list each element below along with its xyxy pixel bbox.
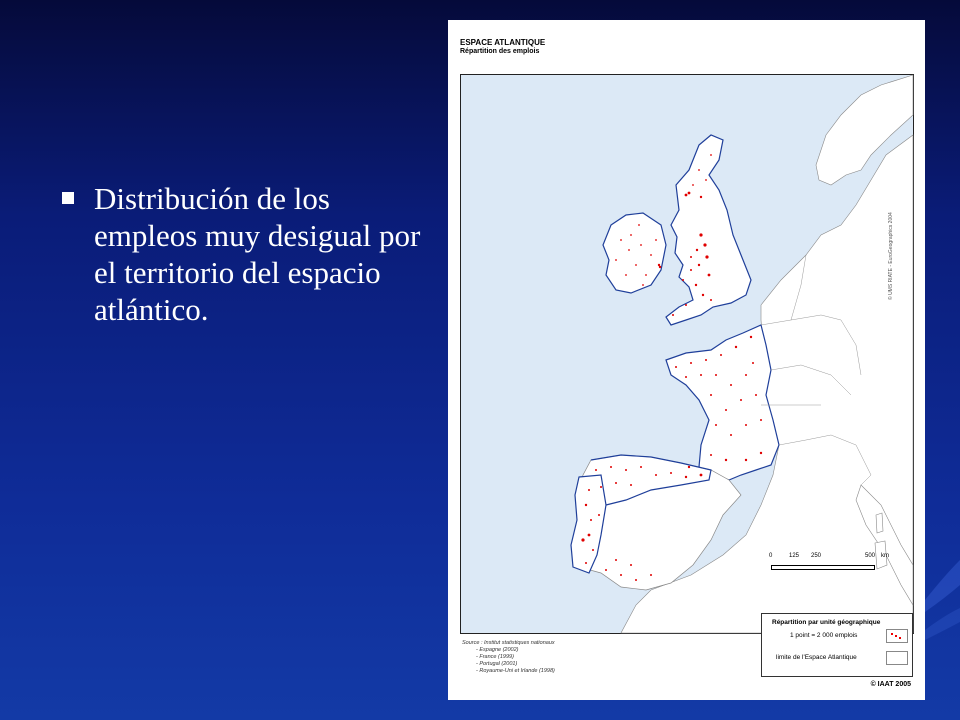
great-britain [666,135,751,325]
scale-tick: 250 [811,553,822,559]
legend-title: Répartition par unité géographique [772,619,881,626]
scale-bar [769,553,893,583]
source-line: - Portugal (2001) [476,661,518,667]
legend-dot-label: 1 point = 2 000 emplois [790,632,858,639]
bullet-text: Distribución de los empleos muy desigual por el territorio del espacio atlántico. [94,181,421,327]
legend-dot-swatch [886,629,908,643]
bullet-square-icon [62,192,74,204]
europe-map [461,75,913,633]
source-notes [462,640,555,675]
map-subtitle: Répartition des emplois [460,48,540,55]
map-figure [448,20,925,700]
map-title: ESPACE ATLANTIQUE [460,38,546,47]
scale-tick: 125 [789,553,800,559]
legend-boundary-swatch [886,651,908,665]
corsica-land [876,513,883,533]
source-line: - France (1999) [476,654,514,660]
scale-line [771,565,875,570]
scale-tick: 500 [865,553,876,559]
map-legend [761,613,913,677]
side-credit: © UMS RIATE - EuroGeographics 2004 [888,212,894,300]
france [666,325,779,480]
source-line: - Royaume-Uni et Irlande (1998) [476,668,555,674]
bullet-list [62,180,432,328]
copyright: © IAAT 2005 [870,681,911,688]
ireland [603,213,666,293]
source-line: Source : Institut statistiques nationaux [462,640,555,646]
scale-tick: 0 [769,553,773,559]
legend-boundary-label: limite de l'Espace Atlantique [776,654,857,661]
scale-tick: km [881,553,889,559]
source-line: - Espagne (2002) [476,647,519,653]
